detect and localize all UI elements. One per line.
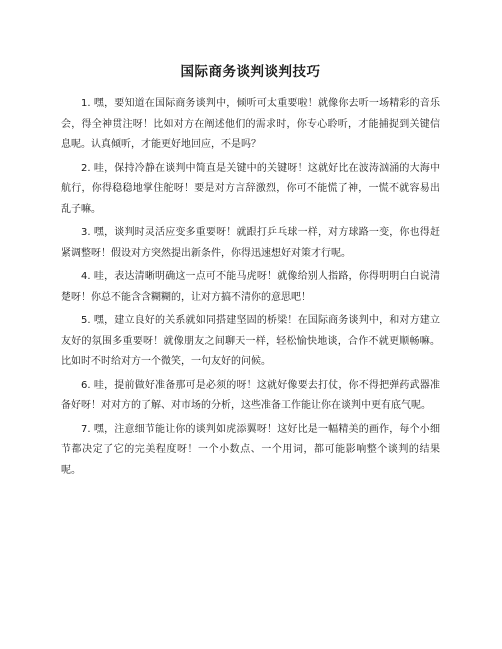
- paragraph-6: 6. 哇，提前做好准备那可是必须的呀！这就好像要去打仗，你不得把弹药武器准备好呀！对对方的了解、对市场的分析，这些准备工作能让你在谈判中更有底气呢。: [61, 379, 440, 411]
- paragraph-1: 1. 嘿，要知道在国际商务谈判中，倾听可太重要啦！就像你去听一场精彩的音乐会，得全神贯注呀！比如对方在阐述他们的需求时，你专心聆听，才能捕捉到关键信息呢。认真倾听，才能更好地回应，不是吗？: [61, 98, 440, 150]
- paragraph-2: 2. 哇，保持冷静在谈判中简直是关键中的关键呀！这就好比在波涛汹涌的大海中航行，你得稳稳地掌住舵呀！要是对方言辞激烈，你可不能慌了神，一慌不就容易出乱子嘛。: [61, 162, 440, 215]
- paragraph-4: 4. 哇，表达清晰明确这一点可不能马虎呀！就像给别人指路，你得明明白白说清楚呀！你总不能含含糊糊的，让对方搞不清你的意思吧！: [61, 271, 440, 303]
- document-title: 国际商务谈判谈判技巧: [180, 64, 321, 80]
- paragraph-3: 3. 嘿，谈判时灵活应变多重要呀！就跟打乒乓球一样，对方球路一变，你也得赶紧调整呀！假设对方突然提出新条件，你得迅速想好对策才行呢。: [61, 227, 440, 259]
- paragraph-7: 7. 嘿，注意细节能让你的谈判如虎添翼呀！这好比是一幅精美的画作，每个小细节都决定了它的完美程度呀！一个小数点、一个用词，都可能影响整个谈判的结果呢。: [61, 423, 440, 476]
- paragraph-5: 5. 嘿，建立良好的关系就如同搭建坚固的桥梁！在国际商务谈判中，和对方建立友好的氛围多重要呀！就像朋友之间聊天一样，轻松愉快地谈，合作不就更顺畅嘛。比如时不时给对方一个微笑，一句友好的问候。: [61, 315, 440, 367]
